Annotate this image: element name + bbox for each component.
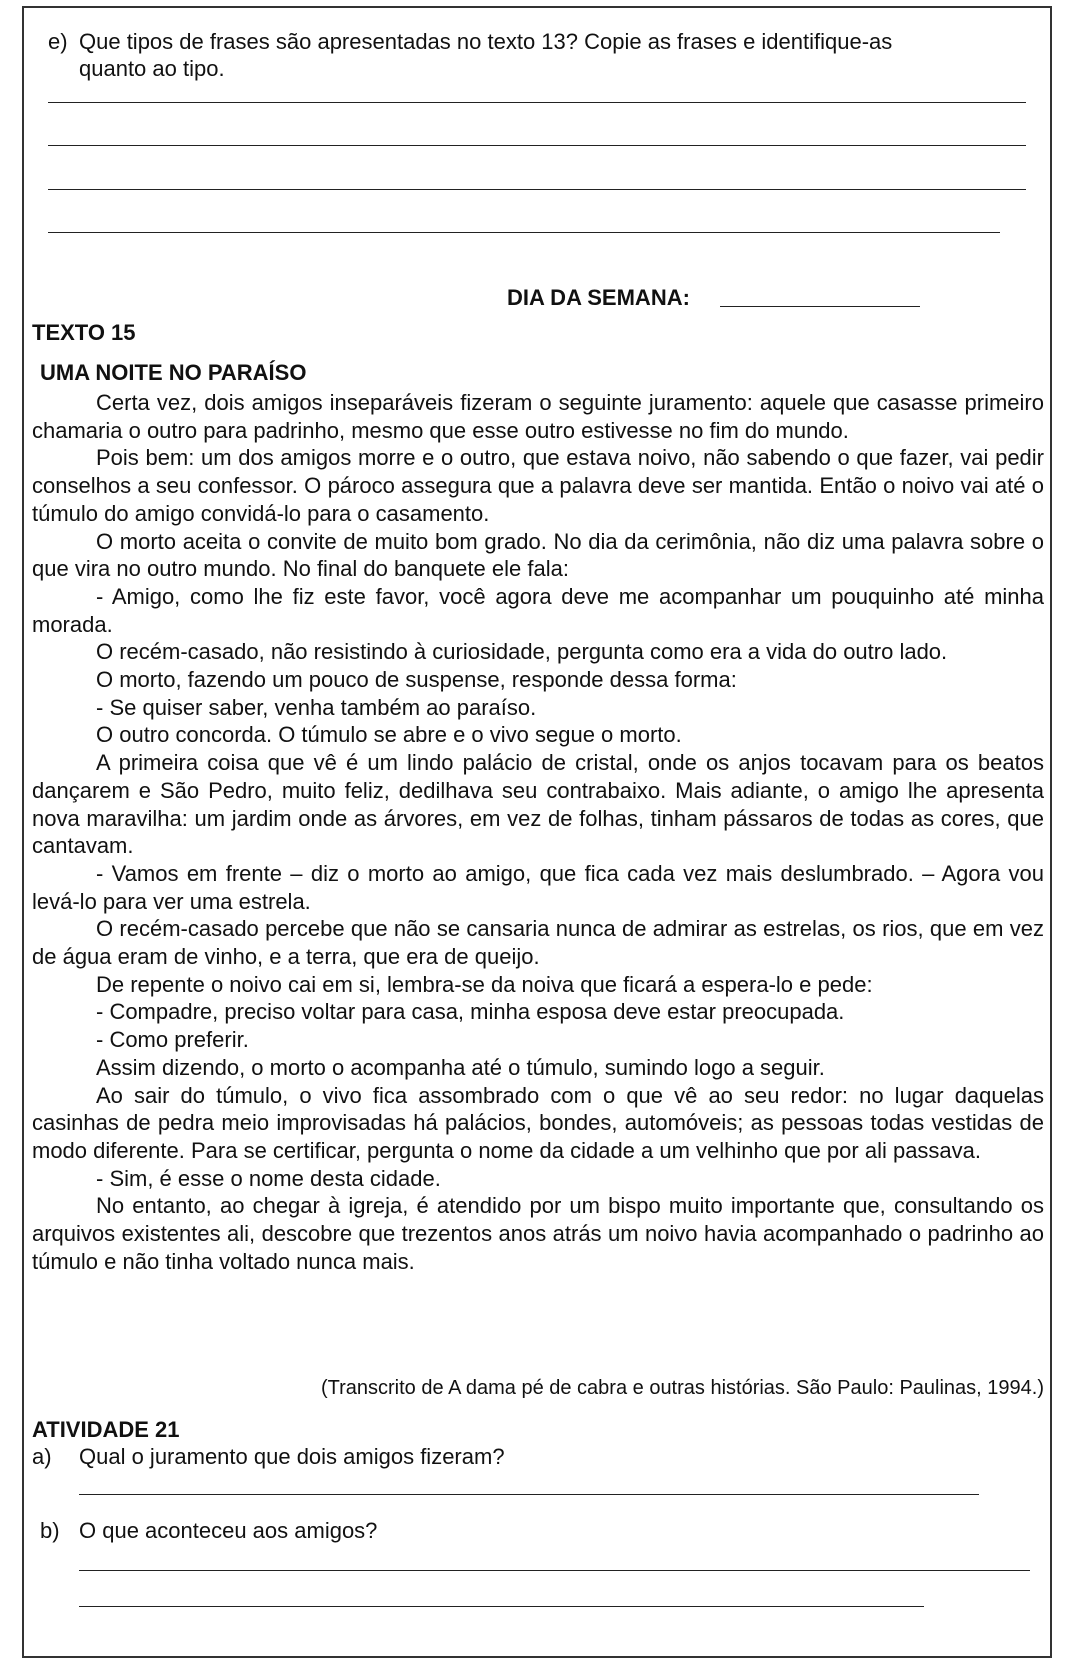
- weekday-answer-line[interactable]: [720, 306, 920, 307]
- story-paragraph: - Sim, é esse o nome desta cidade.: [96, 1165, 441, 1191]
- story-paragraph: - Vamos em frente – diz o morto ao amigo, que fica cada vez mais deslumbrado. – Agora vou levá-lo para ver uma estrela.: [32, 860, 1044, 914]
- question-e-marker: e): [48, 29, 68, 54]
- story-paragraph: - Se quiser saber, venha também ao paraíso.: [96, 694, 537, 720]
- story-paragraph: O recém-casado, não resistindo à curiosidade, pergunta como era a vida do outro lado.: [96, 639, 948, 665]
- question-e-text-line2: quanto ao tipo.: [79, 56, 225, 81]
- story-paragraph: - Compadre, preciso voltar para casa, minha esposa deve estar preocupada.: [96, 999, 845, 1025]
- story-paragraph: Certa vez, dois amigos inseparáveis fizeram o seguinte juramento: aquele que casasse primeiro chamaria o outro para padrinho, mesmo que esse outro estivesse no fim do mundo.: [32, 390, 1044, 443]
- story-paragraph: No entanto, ao chegar à igreja, é atendido por um bispo muito importante que, consultando os arquivos existentes ali, descobre que trezentos anos atrás um noivo havia acompanhado o padrinho ao túmulo e não tinha voltado nunca mais.: [32, 1193, 1044, 1274]
- answer-line-e-3[interactable]: [48, 189, 1026, 190]
- story-paragraph: Pois bem: um dos amigos morre e o outro, que estava noivo, não sabendo o que fazer, vai pedir conselhos a seu confessor. O pároco assegura que a palavra deve ser mantida. Então o noivo vai até o túmulo do amigo convidá-lo para o casamento.: [32, 445, 1044, 526]
- story-paragraph: Ao sair do túmulo, o vivo fica assombrado com o que vê ao seu redor: no lugar daquelas casinhas de pedra meio improvisadas há palácios, bondes, automóveis; as pessoas todas vestidas de modo diferente. Para se certificar, pergunta o nome da cidade a um velhinho que por ali passava.: [32, 1082, 1044, 1163]
- answer-line-b-2[interactable]: [79, 1606, 924, 1607]
- answer-line-a[interactable]: [79, 1494, 979, 1495]
- story-paragraph: O outro concorda. O túmulo se abre e o vivo segue o morto.: [96, 722, 682, 748]
- answer-line-b-1[interactable]: [79, 1570, 1030, 1571]
- question-a-marker: a): [32, 1444, 52, 1469]
- answer-line-e-2[interactable]: [48, 145, 1026, 146]
- story-paragraph: O morto, fazendo um pouco de suspense, responde dessa forma:: [96, 667, 737, 693]
- answer-line-e-4[interactable]: [48, 232, 1000, 233]
- question-a-text: Qual o juramento que dois amigos fizeram?: [79, 1444, 505, 1469]
- story-paragraph: - Amigo, como lhe fiz este favor, você agora deve me acompanhar um pouquinho até minha morada.: [32, 583, 1044, 637]
- activity-title: ATIVIDADE 21: [32, 1417, 180, 1442]
- story-body: [32, 389, 1044, 1276]
- answer-line-e-1[interactable]: [48, 102, 1026, 103]
- story-paragraph: - Como preferir.: [96, 1027, 249, 1053]
- weekday-label: DIA DA SEMANA:: [507, 285, 690, 310]
- question-b-marker: b): [40, 1518, 60, 1543]
- story-title: UMA NOITE NO PARAÍSO: [40, 360, 307, 385]
- question-b-text: O que aconteceu aos amigos?: [79, 1518, 378, 1543]
- story-paragraph: A primeira coisa que vê é um lindo palácio de cristal, onde os anjos tocavam para os beatos dançarem e São Pedro, muito feliz, dedilhava seu contrabaixo. Mais adiante, o amigo lhe apresenta nova maravilha: um jardim onde as árvores, em vez de folhas, tinham pássaros de todas as cores, que cantavam.: [32, 750, 1044, 859]
- story-paragraph: O morto aceita o convite de muito bom grado. No dia da cerimônia, não diz uma palavra sobre o que vira no outro mundo. No final do banquete ele fala:: [32, 528, 1044, 582]
- story-paragraph: Assim dizendo, o morto o acompanha até o túmulo, sumindo logo a seguir.: [96, 1054, 825, 1080]
- story-paragraph: O recém-casado percebe que não se cansaria nunca de admirar as estrelas, os rios, que em vez de água eram de vinho, e a terra, que era de queijo.: [32, 916, 1044, 970]
- source-credit: (Transcrito de A dama pé de cabra e outras histórias. São Paulo: Paulinas, 1994.): [320, 1377, 1044, 1399]
- question-e-text-line1: Que tipos de frases são apresentadas no texto 13? Copie as frases e identifique-as: [79, 29, 893, 54]
- story-paragraph: De repente o noivo cai em si, lembra-se da noiva que ficará a espera-lo e pede:: [96, 971, 873, 997]
- text-heading: TEXTO 15: [32, 320, 136, 345]
